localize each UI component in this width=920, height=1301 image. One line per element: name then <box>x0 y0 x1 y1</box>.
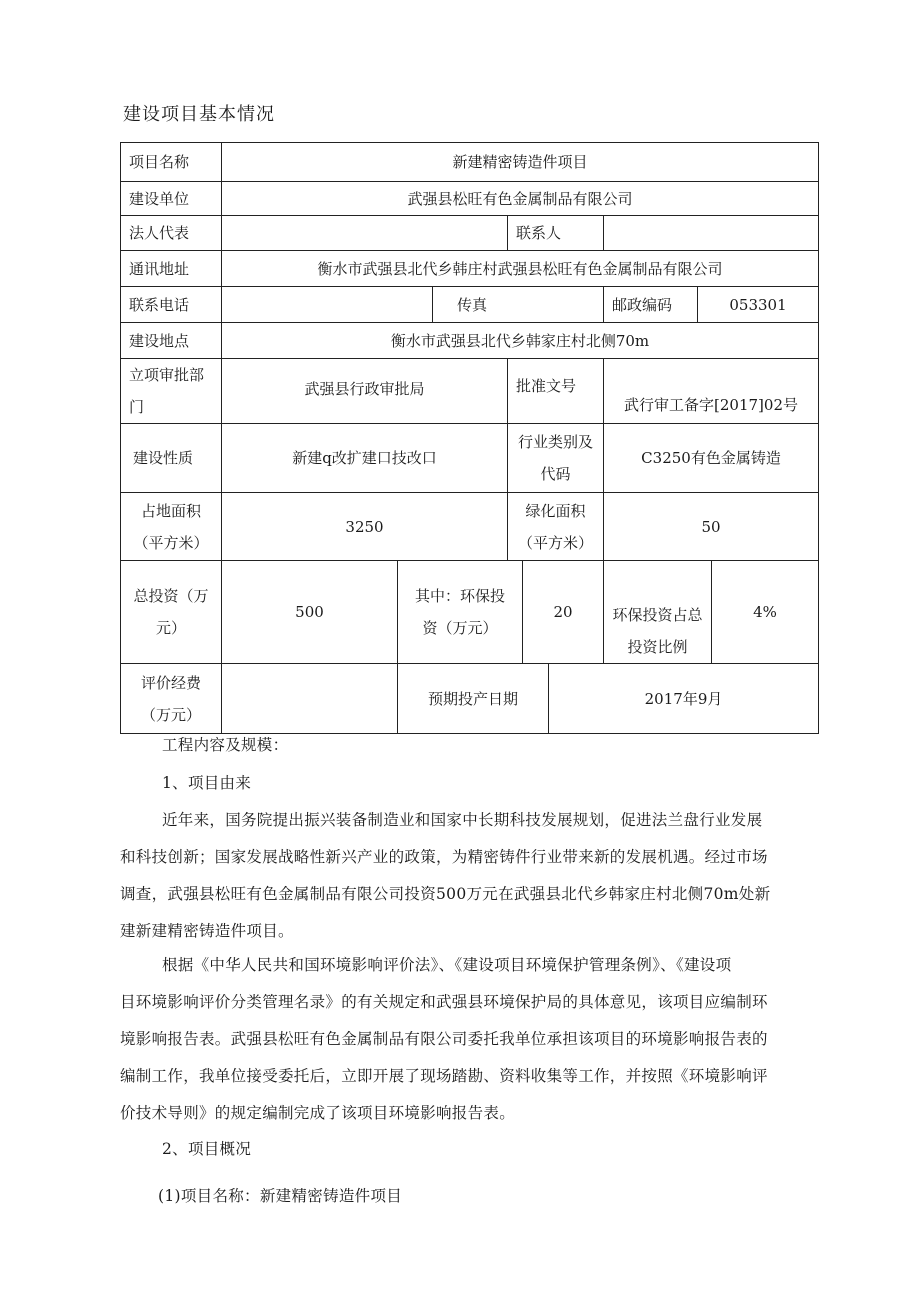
env-ratio-label-line2: 投资比例 <box>627 638 688 656</box>
approval-dept-label-line1: 立项审批部 <box>129 366 205 384</box>
industry-label-line1: 行业类别及 <box>517 433 593 451</box>
env-ratio-label <box>603 560 712 664</box>
paragraph-2-line: 根据《中华人民共和国环境影响评价法》、《建设项目环境保护管理条例》、《建设项 <box>162 956 732 974</box>
area-value: 3250 <box>221 492 508 561</box>
investment-label-line1: 总投资（万 <box>133 587 209 605</box>
content-heading: 工程内容及规模： <box>162 736 289 754</box>
project-name-value: 新建精密铸造件项目 <box>221 142 819 182</box>
industry-label <box>507 423 604 493</box>
green-area-label <box>507 492 604 561</box>
fee-value <box>221 663 398 734</box>
env-ratio-value: 4% <box>711 560 819 664</box>
builder-value: 武强县松旺有色金属制品有限公司 <box>221 181 819 216</box>
green-area-label-line2: （平方米） <box>517 533 593 552</box>
contact-label: 联系人 <box>507 215 604 251</box>
page-title: 建设项目基本情况 <box>123 104 275 125</box>
approval-dept-label-line2: 门 <box>129 398 145 416</box>
section-2-heading: 2、项目概况 <box>162 1140 252 1158</box>
investment-value: 500 <box>221 560 398 664</box>
phone-label: 联系电话 <box>120 286 222 323</box>
industry-label-line2: 代码 <box>540 465 571 483</box>
paragraph-1-line: 建新建精密铸造件项目。 <box>120 922 294 940</box>
approval-dept-value: 武强县行政审批局 <box>221 358 508 424</box>
env-investment-label <box>397 560 523 664</box>
legal-rep-value <box>221 215 508 251</box>
industry-value: C3250有色金属铸造 <box>603 423 819 493</box>
project-name-label: 项目名称 <box>120 142 222 182</box>
nature-value: 新建q改扩建口技改口 <box>221 423 508 493</box>
postcode-label: 邮政编码 <box>603 286 698 323</box>
env-investment-value: 20 <box>522 560 604 664</box>
project-overview-item-1: (1)项目名称：新建精密铸造件项目 <box>158 1187 403 1205</box>
investment-label <box>120 560 222 664</box>
legal-rep-label: 法人代表 <box>120 215 222 251</box>
production-date-value: 2017年9月 <box>548 663 819 734</box>
paragraph-2-line: 价技术导则》的规定编制完成了该项目环境影响报告表。 <box>120 1104 516 1122</box>
area-label-line2: （平方米） <box>133 533 209 552</box>
phone-value <box>221 286 433 323</box>
fee-label <box>120 663 222 734</box>
green-area-label-line1: 绿化面积 <box>525 501 586 520</box>
production-date-label: 预期投产日期 <box>397 663 549 734</box>
fee-label-line2: （万元） <box>140 705 201 724</box>
approval-doc-value: 武行审工备字[2017]02号 <box>603 358 819 424</box>
investment-label-line2: 元） <box>155 619 186 637</box>
paragraph-2-line: 境影响报告表。武强县松旺有色金属制品有限公司委托我单位承担该项目的环境影响报告表的 <box>120 1030 768 1048</box>
site-value: 衡水市武强县北代乡韩家庄村北侧70m <box>221 322 819 359</box>
green-area-value: 50 <box>603 492 819 561</box>
contact-value <box>603 215 819 251</box>
builder-label: 建设单位 <box>120 181 222 216</box>
fee-label-line1: 评价经费 <box>140 673 201 692</box>
paragraph-2-line: 编制工作，我单位接受委托后，立即开展了现场踏勘、资料收集等工作，并按照《环境影响评 <box>120 1067 768 1085</box>
area-label <box>120 492 222 561</box>
area-label-line1: 占地面积 <box>140 501 201 520</box>
env-ratio-label-line1: 环保投资占总 <box>612 606 703 624</box>
env-investment-label-line2: 资（万元） <box>422 619 498 637</box>
approval-doc-label: 批准文号 <box>507 358 604 424</box>
section-1-heading: 1、项目由来 <box>162 774 252 792</box>
fax-label: 传真 <box>432 286 604 323</box>
paragraph-1-line: 调查，武强县松旺有色金属制品有限公司投资500万元在武强县北代乡韩家庄村北侧70m处新 <box>120 885 771 903</box>
site-label: 建设地点 <box>120 322 222 359</box>
address-label: 通讯地址 <box>120 250 222 287</box>
nature-label: 建设性质 <box>120 423 222 493</box>
address-value: 衡水市武强县北代乡韩庄村武强县松旺有色金属制品有限公司 <box>221 250 819 287</box>
paragraph-1-line: 和科技创新；国家发展战略性新兴产业的政策，为精密铸件行业带来新的发展机遇。经过市场 <box>120 848 768 866</box>
paragraph-2-line: 目环境影响评价分类管理名录》的有关规定和武强县环境保护局的具体意见，该项目应编制环 <box>120 993 768 1011</box>
approval-dept-label <box>120 358 222 424</box>
env-investment-label-line1: 其中：环保投 <box>414 587 505 605</box>
paragraph-1-line: 近年来，国务院提出振兴装备制造业和国家中长期科技发展规划，促进法兰盘行业发展 <box>162 811 763 829</box>
postcode-value: 053301 <box>697 286 819 323</box>
